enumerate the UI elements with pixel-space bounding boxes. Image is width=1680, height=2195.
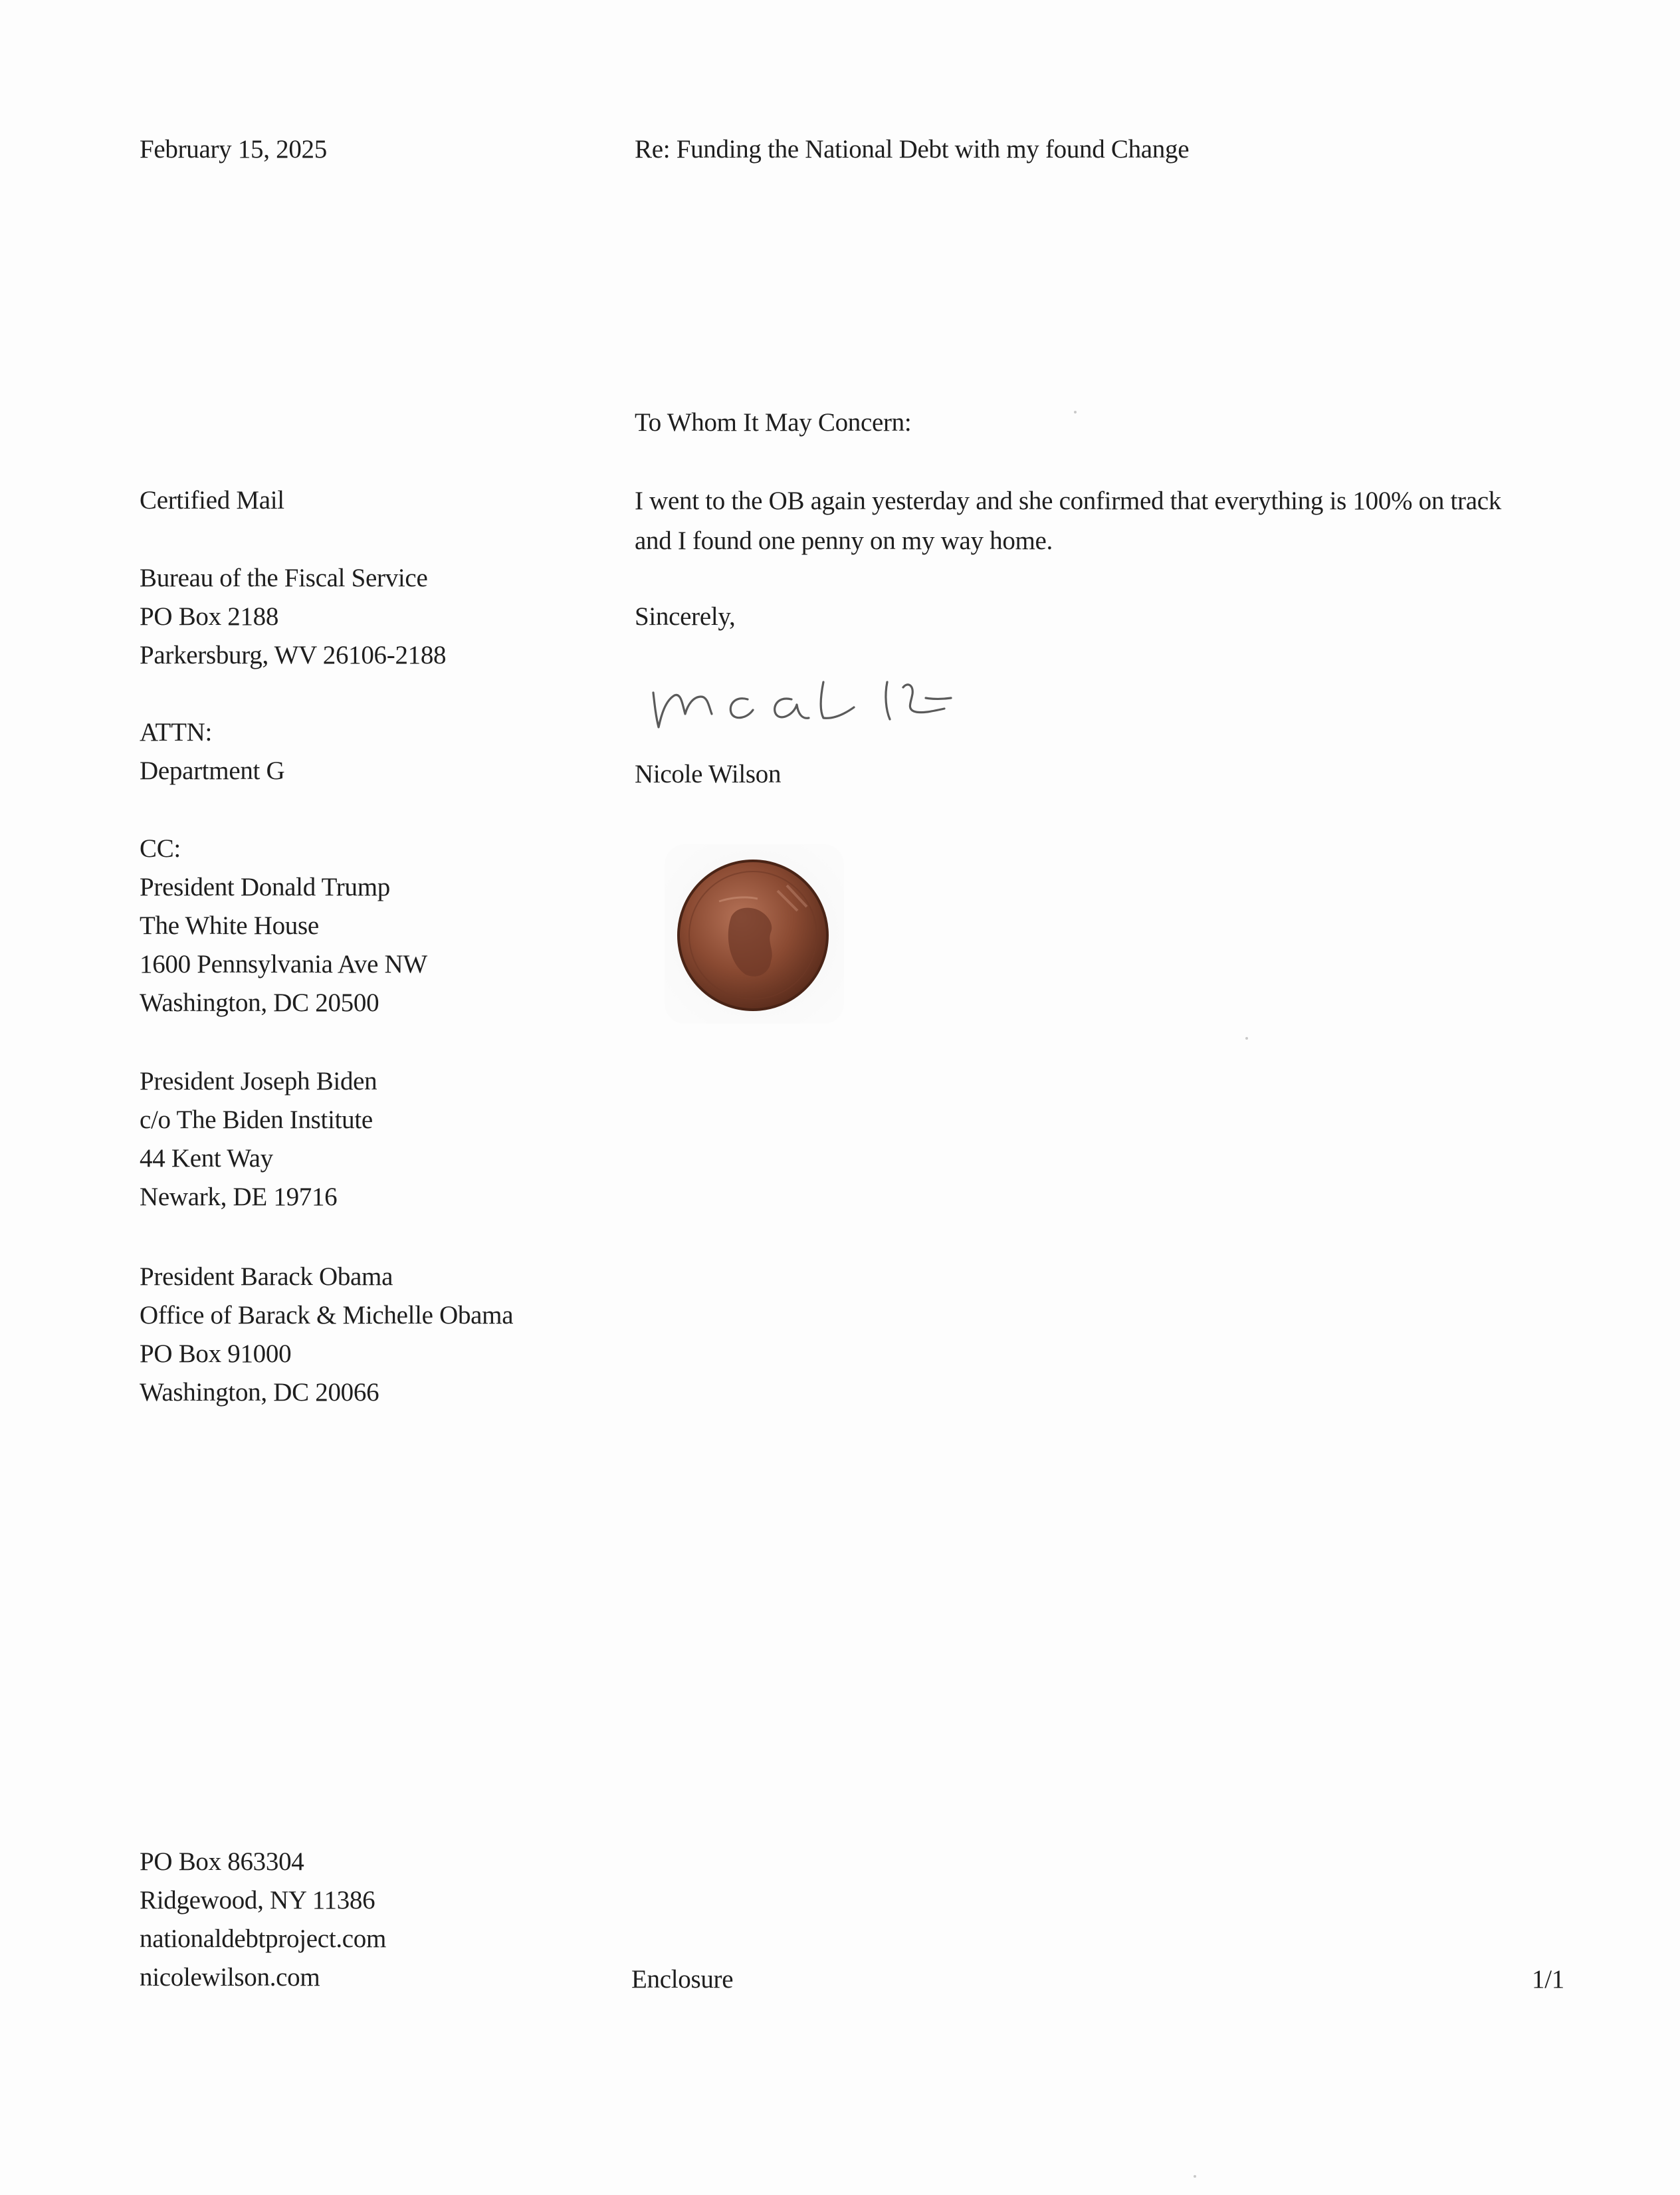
address-line: PO Box 2188 <box>140 602 279 631</box>
cc-label: CC: <box>140 834 181 863</box>
salutation: To Whom It May Concern: <box>635 408 912 437</box>
cc-address-3 <box>140 1258 513 1412</box>
address-line: Washington, DC 20500 <box>140 988 379 1017</box>
attention-line <box>140 713 284 790</box>
sender-address <box>140 1843 386 1997</box>
attn-department: Department G <box>140 756 285 785</box>
scan-speck <box>1194 2175 1196 2178</box>
address-line: Newark, DE 19716 <box>140 1183 338 1211</box>
scan-speck <box>1245 1037 1248 1040</box>
address-line: President Donald Trump <box>140 873 390 901</box>
attn-label: ATTN: <box>140 718 212 747</box>
address-line: Ridgewood, NY 11386 <box>140 1886 375 1914</box>
address-line: PO Box 863304 <box>140 1847 304 1876</box>
address-line: The White House <box>140 911 319 940</box>
handwritten-signature <box>635 658 994 738</box>
closing: Sincerely, <box>635 602 736 631</box>
cc-address-1 <box>140 868 427 1022</box>
address-line: 1600 Pennsylvania Ave NW <box>140 950 427 979</box>
website-link: nicolewilson.com <box>140 1963 320 1992</box>
address-line: 44 Kent Way <box>140 1144 273 1173</box>
enclosure-note: Enclosure <box>631 1965 734 1994</box>
address-line: PO Box 91000 <box>140 1339 292 1368</box>
penny-coin-icon <box>658 838 851 1030</box>
cc-address-2 <box>140 1062 377 1216</box>
address-line: Bureau of the Fiscal Service <box>140 564 428 592</box>
recipient-address <box>140 559 446 675</box>
address-line: President Joseph Biden <box>140 1067 377 1096</box>
address-line: Parkersburg, WV 26106-2188 <box>140 641 447 669</box>
letter-subject: Re: Funding the National Debt with my found Change <box>635 135 1190 164</box>
signer-name: Nicole Wilson <box>635 760 782 788</box>
letter-date: February 15, 2025 <box>140 135 327 164</box>
mailing-method: Certified Mail <box>140 486 284 515</box>
page-number: 1/1 <box>1532 1965 1564 1994</box>
address-line: Office of Barack & Michelle Obama <box>140 1301 514 1329</box>
letter-body: I went to the OB again yesterday and she confirmed that everything is 100% on track and I found one penny on my way home. <box>635 487 1501 555</box>
website-link: nationaldebtproject.com <box>140 1924 387 1953</box>
scan-speck <box>1074 411 1077 413</box>
address-line: c/o The Biden Institute <box>140 1105 373 1134</box>
address-line: Washington, DC 20066 <box>140 1378 379 1407</box>
address-line: President Barack Obama <box>140 1262 393 1291</box>
